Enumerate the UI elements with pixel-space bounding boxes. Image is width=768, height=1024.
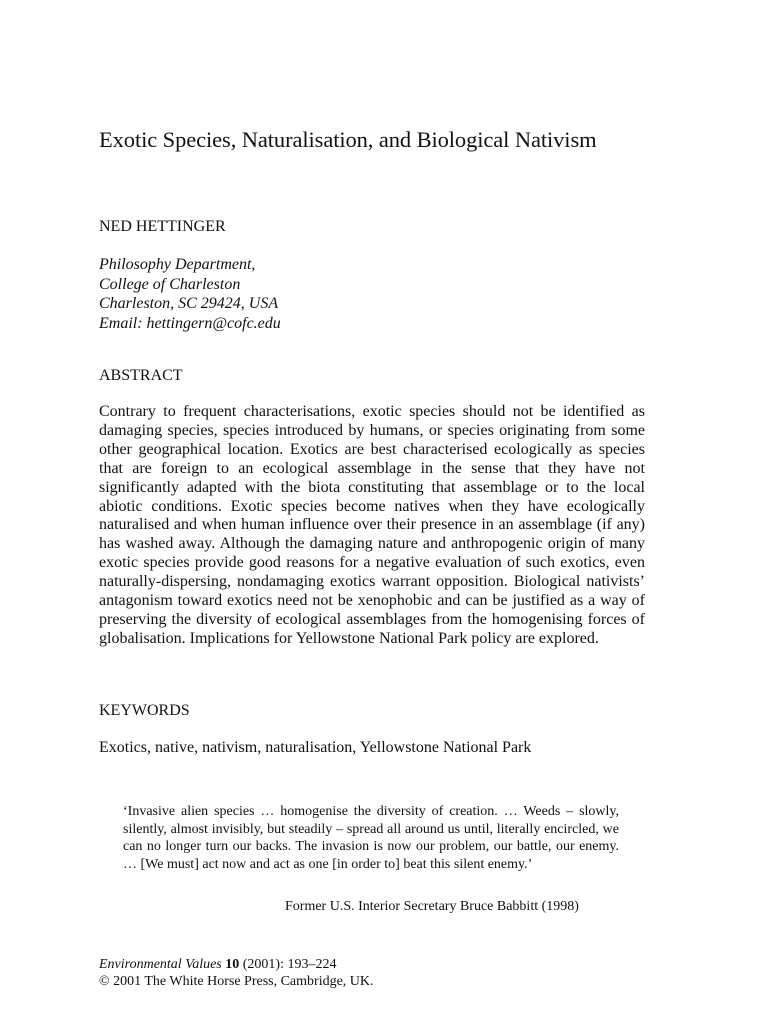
affiliation-college: College of Charleston [99, 275, 241, 293]
author-name: NED HETTINGER [99, 218, 226, 235]
affiliation-department: Philosophy Department, [99, 256, 256, 273]
journal-footer [99, 956, 374, 990]
journal-volume: 10 [225, 957, 240, 972]
affiliation-address: Charleston, SC 29424, USA [99, 295, 279, 312]
article-title: Exotic Species, Naturalisation, and Biological Nativism [99, 127, 597, 152]
abstract-text: Contrary to frequent characterisations, exotic species should not be identified as damaging species, species introduced by humans, or species originating from some other geographical location. Exotics are best characterised ecologically as species that are foreign to an ecological assemblage in the sense that they have not significantly adapted with the biota constituting that assemblage or to the local abiotic conditions. Exotic species become natives when they have ecologically naturalised and when human influence over their presence in an assemblage (if any) has washed away. Although the damaging nature and anthropogenic origin of many exotic species provide good reasons for a negative evaluation of such exotics, even naturally-dispersing, nondamaging exotics warrant opposition. Biological nativists’ antagonism toward exotics need not be xenophobic and can be justified as a way of preserving the diversity of ecological assemblages from the homogenising forces of globalisation. Implications for Yellowstone National Park policy are explored. [99, 403, 645, 647]
keywords-heading: KEYWORDS [99, 702, 190, 719]
keywords-text: Exotics, native, nativism, naturalisation, Yellowstone National Park [99, 739, 532, 756]
affiliation-email: Email: hettingern@cofc.edu [99, 314, 281, 332]
journal-citation: (2001): 193–224 [239, 957, 337, 972]
author-affiliation [99, 255, 281, 333]
epigraph-quote: ‘Invasive alien species … homogenise the diversity of creation. … Weeds – slowly, silently, almost invisibly, but steadily – spread all around us until, literally encircled, we can no longer turn our backs. The invasion is now our problem, our battle, our enemy. … [We must] act now and act as one [in order to] beat this silent enemy.’ [123, 804, 619, 872]
epigraph-attribution: Former U.S. Interior Secretary Bruce Babbitt (1998) [285, 899, 579, 914]
copyright-line: © 2001 The White Horse Press, Cambridge, UK. [99, 974, 374, 989]
abstract-heading: ABSTRACT [99, 367, 183, 384]
citation-line [99, 956, 374, 973]
journal-name: Environmental Values [99, 957, 222, 972]
